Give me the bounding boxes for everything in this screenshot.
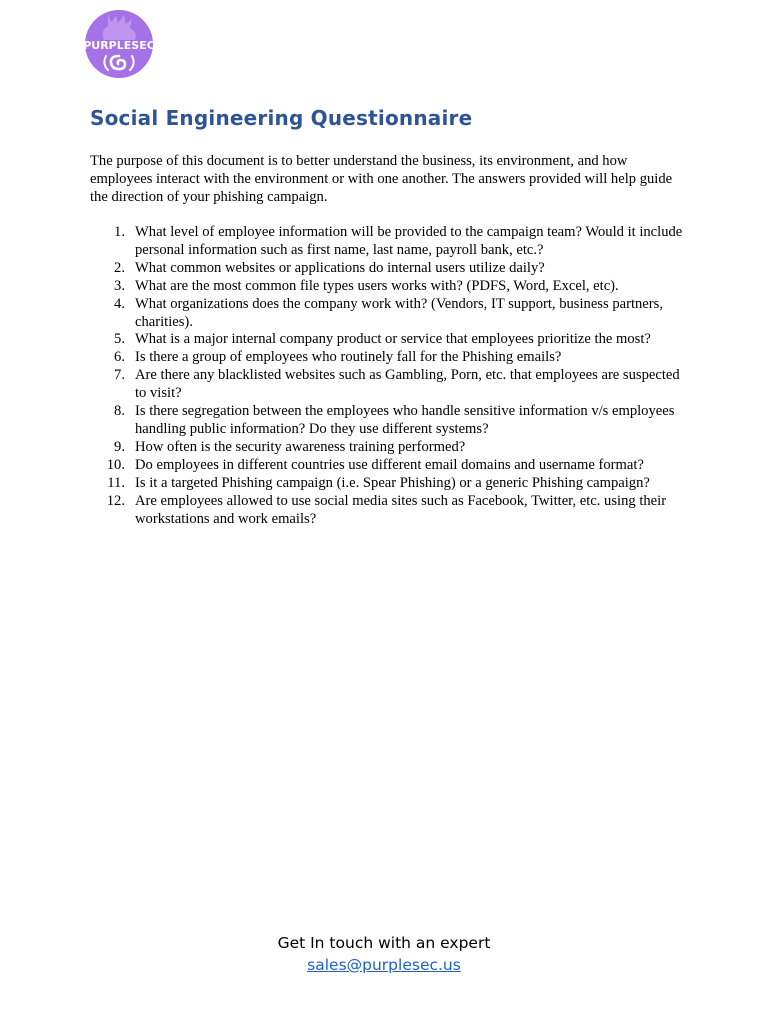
footer-contact — [0, 932, 768, 976]
question-item — [90, 224, 690, 260]
question-text: Do employees in different countries use different email domains and username format? — [135, 456, 644, 473]
question-number: 11. — [107, 474, 125, 491]
question-number: 8. — [114, 403, 125, 420]
sales-email-link[interactable]: sales@purplesec.us — [307, 956, 461, 974]
question-item — [90, 493, 690, 529]
question-item — [90, 349, 690, 367]
question-text: Is there a group of employees who routinely fall for the Phishing emails? — [135, 349, 562, 366]
question-text: Are employees allowed to use social media sites such as Facebook, Twitter, etc. using their workstations and work emails? — [135, 492, 667, 527]
question-item — [90, 296, 690, 332]
questions-list — [90, 224, 690, 528]
question-number: 2. — [114, 259, 125, 276]
question-text: How often is the security awareness training performed? — [135, 438, 466, 455]
question-text: Is there segregation between the employees who handle sensitive information v/s employees handling public information? Do they use different systems? — [135, 403, 675, 437]
question-text: Is it a targeted Phishing campaign (i.e. Spear Phishing) or a generic Phishing campaign? — [135, 474, 650, 491]
question-number: 1. — [114, 224, 125, 240]
question-item — [90, 457, 690, 475]
question-number: 3. — [114, 277, 125, 294]
question-number: 5. — [114, 331, 125, 348]
question-item — [90, 403, 690, 439]
question-text: What common websites or applications do internal users utilize daily? — [135, 259, 545, 276]
question-number: 7. — [114, 367, 125, 384]
question-number: 4. — [114, 295, 125, 312]
question-number: 12. — [106, 492, 125, 509]
document-title: Social Engineering Questionnaire — [90, 106, 473, 130]
question-number: 9. — [114, 438, 125, 455]
question-number: 10. — [106, 456, 125, 473]
question-item — [90, 367, 690, 403]
question-text: What level of employee information will be provided to the campaign team? Would it include personal information such as first name, last name, payroll bank, etc.? — [135, 224, 683, 258]
question-item — [90, 331, 690, 349]
question-text: What organizations does the company work with? (Vendors, IT support, business partners, charities). — [135, 295, 663, 330]
question-item — [90, 475, 690, 493]
intro-paragraph: The purpose of this document is to better understand the business, its environment, and how employees interact with the environment or with one another. The answers provided will help guide the direction of your phishing campaign. — [90, 153, 673, 206]
question-number: 6. — [114, 349, 125, 366]
logo-wordmark: PURPLESEC — [83, 39, 155, 52]
question-text: Are there any blacklisted websites such as Gambling, Porn, etc. that employees are suspected to visit? — [135, 367, 680, 402]
purplesec-logo — [80, 6, 158, 82]
footer-cta-text: Get In touch with an expert — [277, 934, 491, 952]
question-text: What are the most common file types users works with? (PDFS, Word, Excel, etc). — [135, 277, 619, 294]
question-item — [90, 260, 690, 278]
question-item — [90, 278, 690, 296]
question-text: What is a major internal company product or service that employees prioritize the most? — [135, 331, 651, 348]
question-item — [90, 439, 690, 457]
